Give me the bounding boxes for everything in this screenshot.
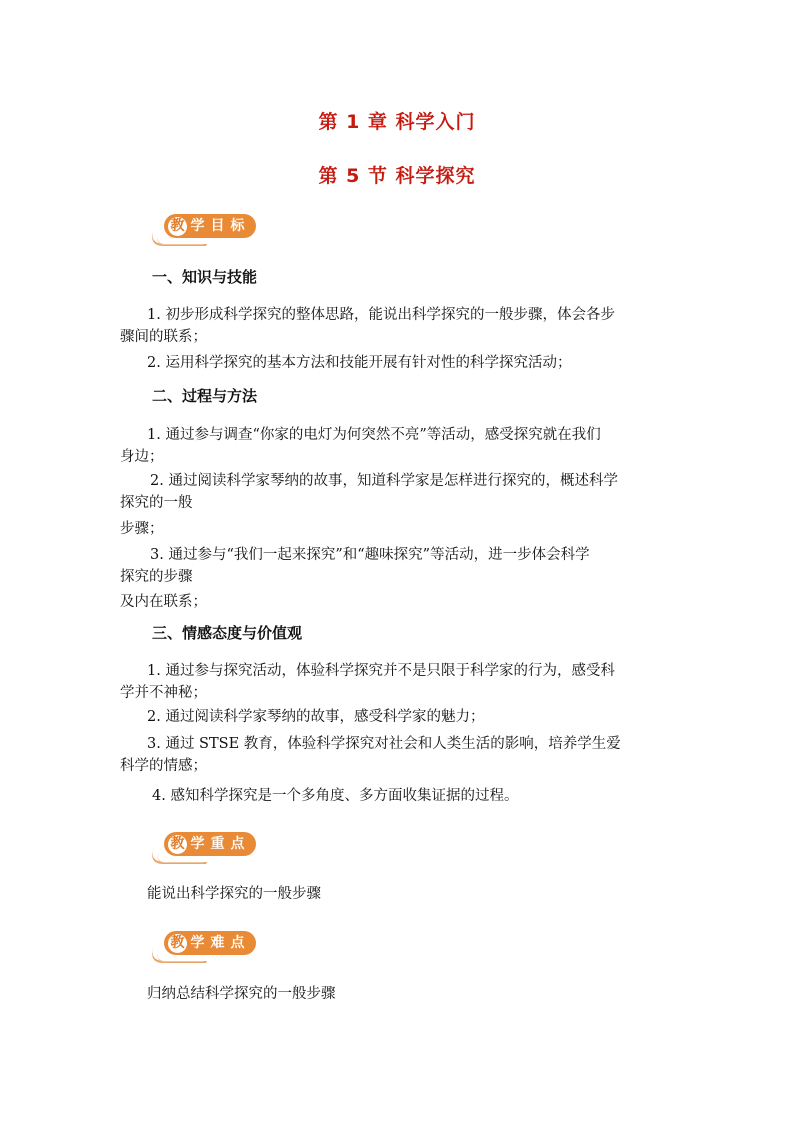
goal-p2-line2: 探究的一般 (120, 495, 193, 511)
chapter-title: 第 1 章 科学入门 (318, 111, 476, 133)
badge-char: 教 (168, 217, 187, 236)
badge-char: 重 (210, 835, 225, 852)
goal-e3-line1: 3. 通过 STSE 教育，体验科学探究对社会和人类生活的影响，培养学生爱 (147, 736, 621, 752)
goal-e1-line1: 1. 通过参与探究活动，体验科学探究并不是只限于科学家的行为，感受科 (147, 663, 615, 679)
teaching-goals-badge (150, 212, 270, 246)
goal-e3-line2: 科学的情感； (120, 758, 207, 774)
key-point-text: 能说出科学探究的一般步骤 (147, 886, 321, 902)
goal-p3-line2: 探究的步骤 (120, 569, 193, 585)
goal-k2: 2. 运用科学探究的基本方法和技能开展有针对性的科学探究活动； (147, 355, 572, 371)
badge-char: 学 (190, 934, 205, 951)
goal-p2-line1: 2. 通过阅读科学家琴纳的故事，知道科学家是怎样进行探究的，概述科学 (150, 473, 618, 489)
teaching-difficulties-badge (150, 929, 270, 963)
goal-k1-line1: 1. 初步形成科学探究的整体思路，能说出科学探究的一般步骤，体会各步 (147, 307, 615, 323)
heading-process: 二、过程与方法 (152, 387, 258, 405)
heading-emotion: 三、情感态度与价值观 (152, 624, 303, 642)
badge-char: 教 (168, 835, 187, 854)
badge-char: 点 (230, 835, 245, 852)
badge-char: 难 (210, 934, 225, 951)
badge-char: 点 (230, 934, 245, 951)
difficulty-text: 归纳总结科学探究的一般步骤 (147, 986, 336, 1002)
goal-p2-line3: 步骤； (120, 521, 164, 537)
goal-p3-line1: 3. 通过参与“我们一起来探究”和“趣味探究”等活动，进一步体会科学 (150, 547, 590, 563)
goal-e2: 2. 通过阅读科学家琴纳的故事，感受科学家的魅力； (147, 709, 485, 725)
section-title: 第 5 节 科学探究 (318, 165, 476, 187)
badge-char: 学 (190, 217, 205, 234)
goal-e4: 4. 感知科学探究是一个多角度、多方面收集证据的过程。 (152, 788, 519, 804)
badge-char: 教 (168, 934, 187, 953)
heading-knowledge: 一、知识与技能 (152, 268, 258, 286)
badge-char: 目 (210, 217, 225, 234)
goal-p3-line3: 及内在联系； (120, 594, 207, 610)
goal-p1-line2: 身边； (120, 449, 164, 465)
badge-char: 标 (230, 217, 245, 234)
teaching-key-points-badge (150, 830, 270, 864)
goal-k1-line2: 骤间的联系； (120, 329, 207, 345)
goal-p1-line1: 1. 通过参与调查“你家的电灯为何突然不亮”等活动，感受探究就在我们 (147, 427, 601, 443)
goal-e1-line2: 学并不神秘； (120, 685, 207, 701)
badge-char: 学 (190, 835, 205, 852)
